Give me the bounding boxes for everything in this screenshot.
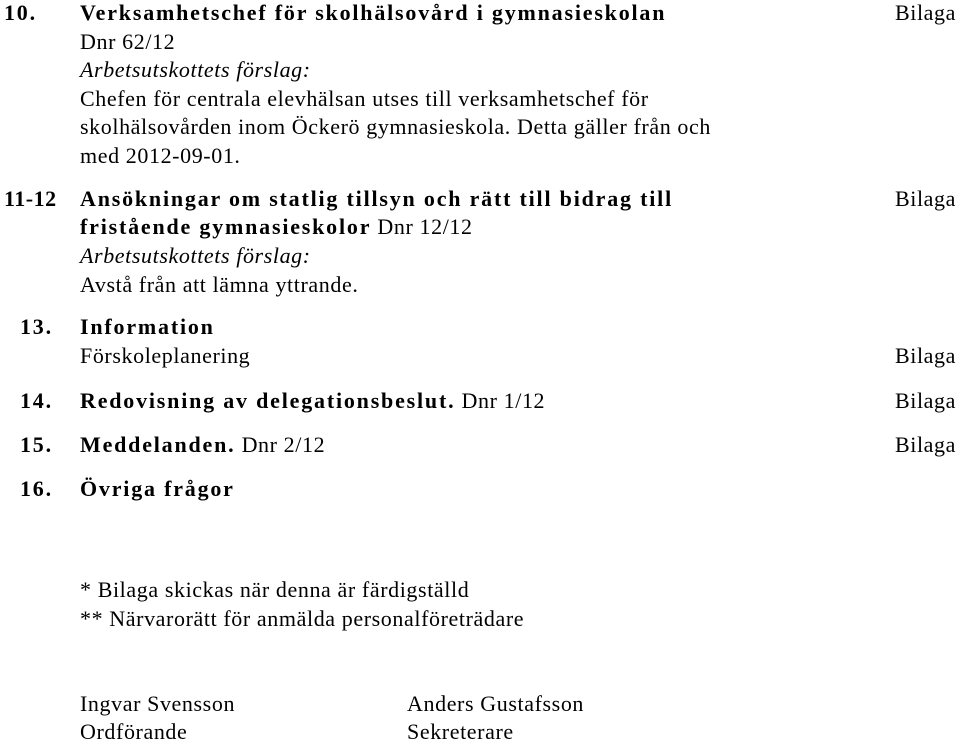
footnote-attachment: * Bilaga skickas när denna är färdigställd (80, 577, 470, 602)
proposal-text-line: med 2012-09-01. (80, 143, 241, 168)
proposal-text-line: Chefen för centrala elevhälsan utses till verksamhetschef för (80, 86, 649, 111)
proposal-text: Avstå från att lämna yttrande. (80, 272, 359, 297)
signature-name: Anders Gustafsson (407, 691, 585, 716)
item-title-line2 (80, 214, 473, 240)
item-title: Information (80, 314, 215, 339)
item-subtitle: Förskoleplanering (80, 343, 251, 368)
item-dnr: Dnr 12/12 (377, 214, 473, 239)
item-title: Redovisning av delegationsbeslut. (80, 388, 456, 413)
signature-name: Ingvar Svensson (80, 691, 236, 716)
signature-role: Sekreterare (407, 719, 514, 744)
attachment-label: Bilaga (894, 186, 956, 211)
item-title: Verksamhetschef för skolhälsovård i gymnasieskolan (80, 0, 667, 25)
item-dnr: Dnr 1/12 (461, 388, 546, 413)
signature-role: Ordförande (80, 719, 188, 744)
item-number: 16. (20, 476, 53, 501)
proposal-text-line: skolhälsovården inom Öckerö gymnasieskola. Detta gäller från och (80, 114, 711, 139)
attachment-label: Bilaga (894, 388, 956, 413)
item-number: 14. (20, 388, 53, 413)
item-title: Meddelanden. (80, 432, 236, 457)
attachment-label: Bilaga (894, 0, 956, 25)
footnote-attendance: ** Närvarorätt för anmälda personalföreträdare (80, 606, 525, 631)
item-dnr: Dnr 62/12 (80, 29, 176, 54)
item-title-cont: fristående gymnasieskolor (80, 214, 372, 239)
item-title: Ansökningar om statlig tillsyn och rätt till bidrag till (80, 186, 673, 211)
item-title-line (80, 432, 325, 458)
item-number: 11-12 (4, 186, 57, 211)
item-dnr: Dnr 2/12 (241, 432, 326, 457)
proposal-label: Arbetsutskottets förslag: (80, 243, 311, 268)
item-number: 13. (20, 314, 53, 339)
item-title: Övriga frågor (80, 476, 235, 501)
attachment-label: Bilaga (894, 432, 956, 457)
item-title-line (80, 388, 545, 414)
item-number: 15. (20, 432, 53, 457)
item-number: 10. (4, 0, 37, 25)
attachment-label: Bilaga (894, 343, 956, 368)
proposal-label: Arbetsutskottets förslag: (80, 57, 311, 82)
